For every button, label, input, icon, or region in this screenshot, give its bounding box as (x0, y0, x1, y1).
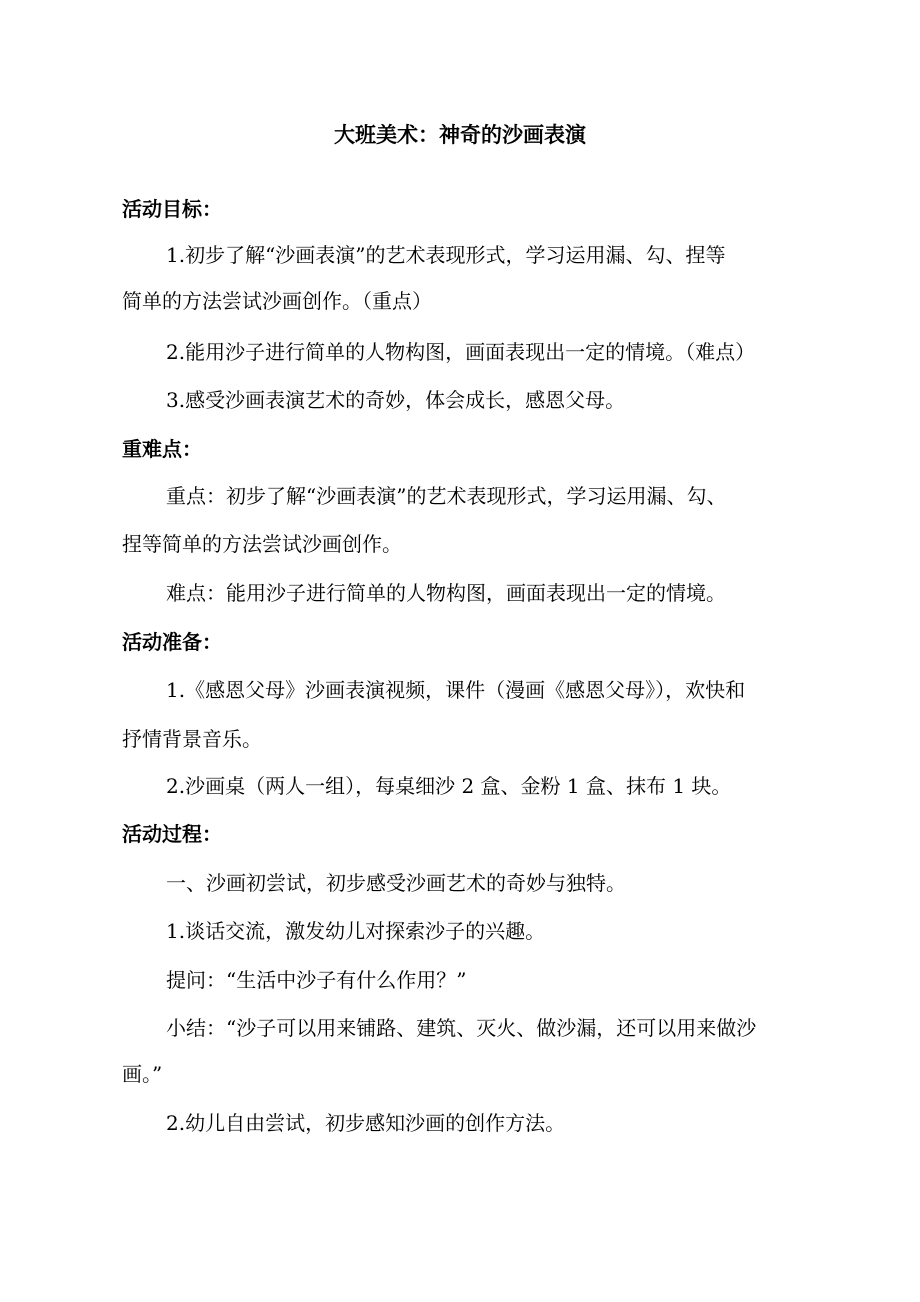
section-heading-goals: 活动目标： (122, 197, 222, 221)
process-summary-line-1: 小结：“沙子可以用来铺路、建筑、灭火、做沙漏，还可以用来做沙 (166, 1016, 757, 1040)
process-step-2: 2.幼儿自由尝试，初步感知沙画的创作方法。 (166, 1111, 566, 1135)
prep-item-1-line-1: 1.《感恩父母》沙画表演视频，课件（漫画《感恩父母》），欢快和 (166, 678, 746, 702)
goal-item-1-line-2: 简单的方法尝试沙画创作。（重点） (122, 289, 432, 313)
process-step-1: 1.谈话交流，激发幼儿对探索沙子的兴趣。 (166, 919, 546, 943)
difficulty-point: 难点：能用沙子进行简单的人物构图，画面表现出一定的情境。 (166, 581, 726, 605)
section-heading-process: 活动过程： (122, 822, 222, 846)
prep-item-1-line-2: 抒情背景音乐。 (122, 727, 262, 751)
goal-item-2: 2.能用沙子进行简单的人物构图，画面表现出一定的情境。（难点） (166, 340, 756, 364)
document-title: 大班美术：神奇的沙画表演 (334, 123, 586, 147)
process-part-1: 一、沙画初尝试，初步感受沙画艺术的奇妙与独特。 (166, 871, 626, 895)
goal-item-3: 3.感受沙画表演艺术的奇妙，体会成长，感恩父母。 (166, 388, 626, 412)
process-summary-line-2: 画。” (122, 1062, 163, 1086)
key-point-line-1: 重点：初步了解“沙画表演”的艺术表现形式，学习运用漏、勾、 (166, 484, 727, 508)
section-heading-key-points: 重难点： (122, 437, 202, 461)
prep-item-2: 2.沙画桌（两人一组），每桌细沙 2 盒、金粉 1 盒、抹布 1 块。 (166, 774, 732, 798)
key-point-line-2: 捏等简单的方法尝试沙画创作。 (122, 532, 402, 556)
section-heading-preparation: 活动准备： (122, 630, 222, 654)
process-question: 提问：“生活中沙子有什么作用？” (166, 968, 467, 992)
goal-item-1-line-1: 1.初步了解“沙画表演”的艺术表现形式，学习运用漏、勾、捏等 (166, 243, 726, 267)
